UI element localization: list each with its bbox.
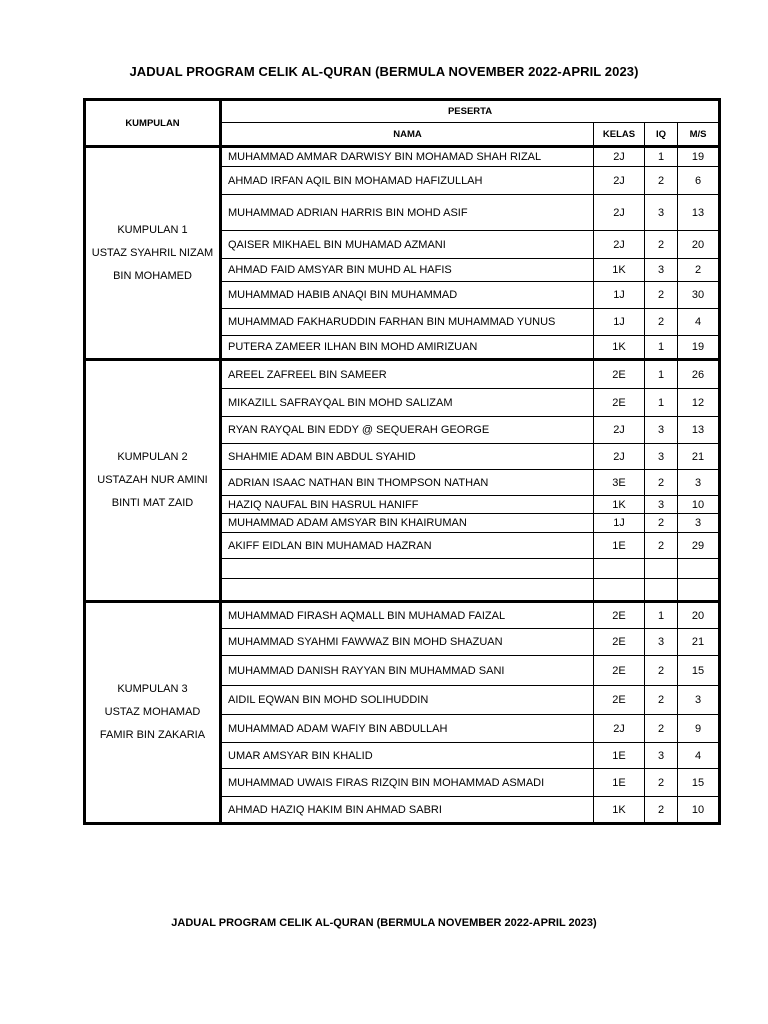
schedule-table — [83, 98, 721, 825]
participant-name: ADRIAN ISAAC NATHAN BIN THOMPSON NATHAN — [221, 470, 594, 496]
class-cell: 1J — [594, 282, 645, 309]
iq-cell: 3 — [645, 417, 678, 444]
participant-name: MIKAZILL SAFRAYQAL BIN MOHD SALIZAM — [221, 389, 594, 417]
table-row — [85, 602, 720, 629]
page-cell: 20 — [678, 231, 720, 259]
participant-name: AKIFF EIDLAN BIN MUHAMAD HAZRAN — [221, 533, 594, 559]
page-cell: 4 — [678, 743, 720, 769]
class-cell: 2J — [594, 417, 645, 444]
kumpulan-1-cell — [85, 147, 221, 360]
participant-name — [221, 559, 594, 579]
participant-name — [221, 579, 594, 602]
iq-cell: 3 — [645, 629, 678, 656]
class-cell: 2J — [594, 715, 645, 743]
iq-cell: 2 — [645, 282, 678, 309]
iq-cell: 2 — [645, 686, 678, 715]
iq-cell: 2 — [645, 167, 678, 195]
iq-cell: 3 — [645, 743, 678, 769]
page-cell: 19 — [678, 336, 720, 360]
class-cell: 3E — [594, 470, 645, 496]
table-row — [85, 147, 720, 167]
table-row — [85, 360, 720, 389]
page-cell — [678, 579, 720, 602]
iq-cell: 3 — [645, 496, 678, 514]
participant-name: MUHAMMAD AMMAR DARWISY BIN MOHAMAD SHAH RIZAL — [221, 147, 594, 167]
page-cell: 19 — [678, 147, 720, 167]
participant-name: MUHAMMAD ADAM WAFIY BIN ABDULLAH — [221, 715, 594, 743]
iq-cell: 2 — [645, 715, 678, 743]
iq-cell: 2 — [645, 470, 678, 496]
participant-name: PUTERA ZAMEER ILHAN BIN MOHD AMIRIZUAN — [221, 336, 594, 360]
page-cell — [678, 559, 720, 579]
participant-name: MUHAMMAD DANISH RAYYAN BIN MUHAMMAD SANI — [221, 656, 594, 686]
page-cell: 21 — [678, 629, 720, 656]
teacher-name-line: FAMIR BIN ZAKARIA — [99, 729, 206, 741]
page-cell: 13 — [678, 195, 720, 231]
class-cell: 2J — [594, 195, 645, 231]
class-cell: 1K — [594, 259, 645, 282]
participant-name: MUHAMMAD FIRASH AQMALL BIN MUHAMAD FAIZAL — [221, 602, 594, 629]
iq-cell: 2 — [645, 309, 678, 336]
header-kelas: KELAS — [594, 123, 645, 147]
participant-name: AHMAD HAZIQ HAKIM BIN AHMAD SABRI — [221, 797, 594, 824]
header-kumpulan: KUMPULAN — [85, 100, 221, 147]
header-peserta: PESERTA — [221, 100, 720, 123]
iq-cell: 2 — [645, 533, 678, 559]
iq-cell: 2 — [645, 769, 678, 797]
group-name: KUMPULAN 1 — [117, 223, 188, 236]
page-cell: 20 — [678, 602, 720, 629]
participant-name: SHAHMIE ADAM BIN ABDUL SYAHID — [221, 444, 594, 470]
participant-name: QAISER MIKHAEL BIN MUHAMAD AZMANI — [221, 231, 594, 259]
class-cell: 2E — [594, 656, 645, 686]
page-cell: 13 — [678, 417, 720, 444]
class-cell — [594, 579, 645, 602]
participant-name: MUHAMMAD UWAIS FIRAS RIZQIN BIN MOHAMMAD ASMADI — [221, 769, 594, 797]
page-cell: 10 — [678, 496, 720, 514]
class-cell: 2E — [594, 686, 645, 715]
class-cell: 2J — [594, 167, 645, 195]
class-cell: 2E — [594, 629, 645, 656]
iq-cell: 1 — [645, 602, 678, 629]
iq-cell: 2 — [645, 231, 678, 259]
participant-name: RYAN RAYQAL BIN EDDY @ SEQUERAH GEORGE — [221, 417, 594, 444]
participant-name: AHMAD FAID AMSYAR BIN MUHD AL HAFIS — [221, 259, 594, 282]
iq-cell — [645, 579, 678, 602]
table-header — [85, 100, 720, 147]
teacher-name-line: USTAZ MOHAMAD — [104, 706, 201, 718]
kumpulan-3-cell — [85, 602, 221, 824]
page-cell: 12 — [678, 389, 720, 417]
page-cell: 4 — [678, 309, 720, 336]
participant-name: UMAR AMSYAR BIN KHALID — [221, 743, 594, 769]
header-ms: M/S — [678, 123, 720, 147]
class-cell: 2E — [594, 360, 645, 389]
iq-cell: 1 — [645, 389, 678, 417]
class-cell: 1K — [594, 496, 645, 514]
iq-cell: 1 — [645, 336, 678, 360]
page-cell: 9 — [678, 715, 720, 743]
page-cell: 2 — [678, 259, 720, 282]
iq-cell: 3 — [645, 444, 678, 470]
teacher-name-line: BINTI MAT ZAID — [111, 497, 194, 509]
class-cell: 2J — [594, 231, 645, 259]
page-cell: 3 — [678, 470, 720, 496]
header-nama: NAMA — [221, 123, 594, 147]
page-cell: 29 — [678, 533, 720, 559]
iq-cell: 2 — [645, 656, 678, 686]
page-cell: 26 — [678, 360, 720, 389]
participant-name: MUHAMMAD FAKHARUDDIN FARHAN BIN MUHAMMAD YUNUS — [221, 309, 594, 336]
participant-name: AIDIL EQWAN BIN MOHD SOLIHUDDIN — [221, 686, 594, 715]
class-cell: 1E — [594, 533, 645, 559]
participant-name: AREEL ZAFREEL BIN SAMEER — [221, 360, 594, 389]
class-cell: 1E — [594, 743, 645, 769]
class-cell: 2J — [594, 444, 645, 470]
page-cell: 10 — [678, 797, 720, 824]
page-cell: 3 — [678, 514, 720, 533]
class-cell: 1K — [594, 797, 645, 824]
kumpulan-2-cell — [85, 360, 221, 602]
iq-cell: 1 — [645, 147, 678, 167]
group-name: KUMPULAN 3 — [117, 683, 188, 695]
class-cell: 1K — [594, 336, 645, 360]
participant-name: MUHAMMAD ADRIAN HARRIS BIN MOHD ASIF — [221, 195, 594, 231]
footer-title: JADUAL PROGRAM CELIK AL-QURAN (BERMULA NOVEMBER 2022-APRIL 2023) — [171, 917, 597, 929]
page-cell: 6 — [678, 167, 720, 195]
iq-cell: 3 — [645, 259, 678, 282]
class-cell: 2J — [594, 147, 645, 167]
teacher-name-line: BIN MOHAMED — [113, 269, 192, 282]
class-cell: 2E — [594, 602, 645, 629]
page-cell: 15 — [678, 769, 720, 797]
class-cell: 2E — [594, 389, 645, 417]
page-cell: 30 — [678, 282, 720, 309]
table-body — [85, 147, 720, 824]
class-cell: 1J — [594, 514, 645, 533]
class-cell: 1J — [594, 309, 645, 336]
participant-name: MUHAMMAD HABIB ANAQI BIN MUHAMMAD — [221, 282, 594, 309]
teacher-name-line: USTAZ SYAHRIL NIZAM — [91, 246, 214, 259]
page-cell: 15 — [678, 656, 720, 686]
teacher-name-line: USTAZAH NUR AMINI — [97, 474, 208, 486]
participant-name: AHMAD IRFAN AQIL BIN MOHAMAD HAFIZULLAH — [221, 167, 594, 195]
page-cell: 21 — [678, 444, 720, 470]
document-title: JADUAL PROGRAM CELIK AL-QURAN (BERMULA NOVEMBER 2022-APRIL 2023) — [129, 64, 639, 79]
class-cell: 1E — [594, 769, 645, 797]
class-cell — [594, 559, 645, 579]
header-iq: IQ — [645, 123, 678, 147]
iq-cell: 3 — [645, 195, 678, 231]
iq-cell — [645, 559, 678, 579]
iq-cell: 2 — [645, 797, 678, 824]
iq-cell: 2 — [645, 514, 678, 533]
participant-name: MUHAMMAD ADAM AMSYAR BIN KHAIRUMAN — [221, 514, 594, 533]
page-cell: 3 — [678, 686, 720, 715]
group-name: KUMPULAN 2 — [117, 451, 188, 463]
participant-name: HAZIQ NAUFAL BIN HASRUL HANIFF — [221, 496, 594, 514]
participant-name: MUHAMMAD SYAHMI FAWWAZ BIN MOHD SHAZUAN — [221, 629, 594, 656]
iq-cell: 1 — [645, 360, 678, 389]
